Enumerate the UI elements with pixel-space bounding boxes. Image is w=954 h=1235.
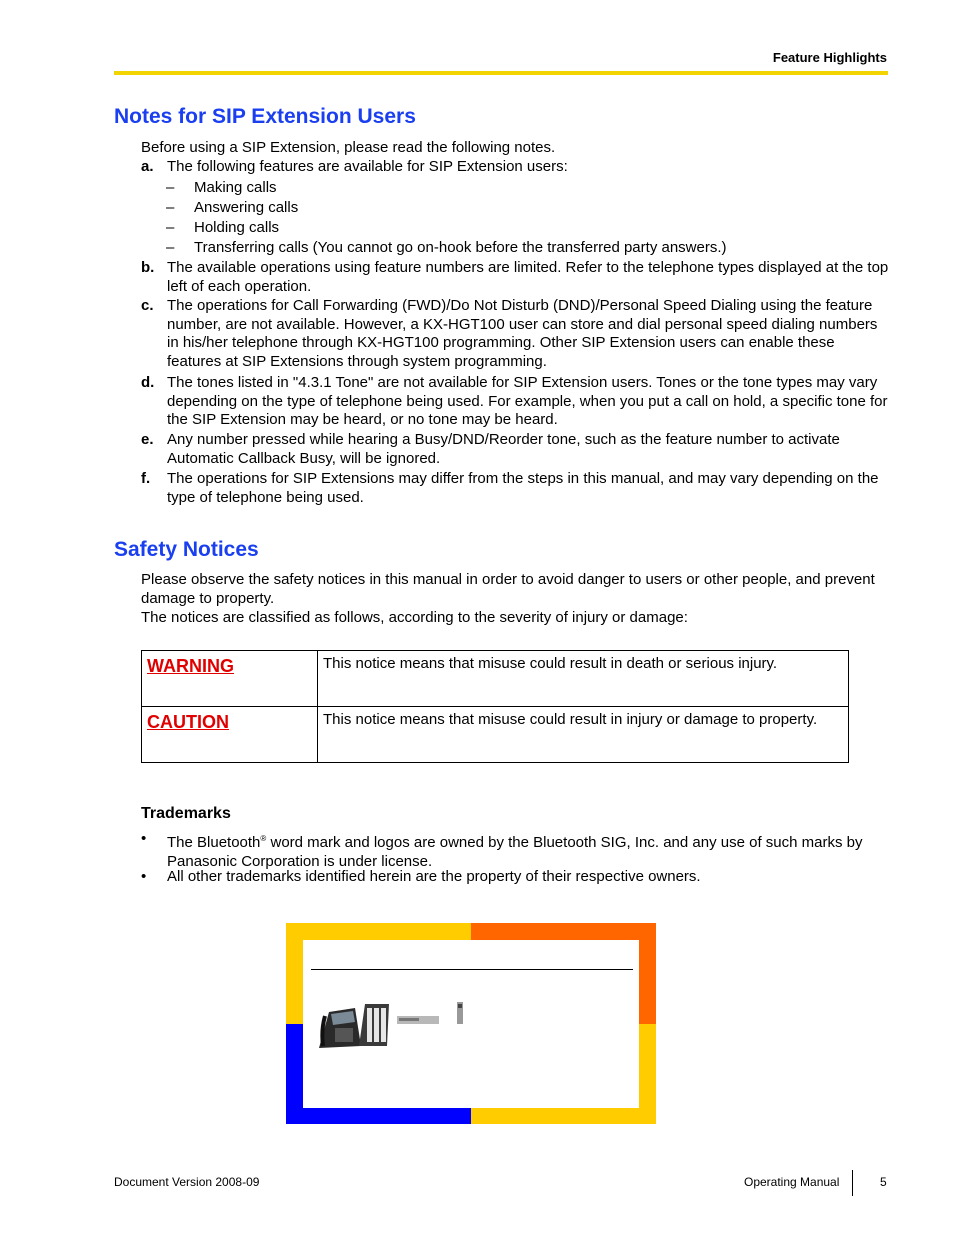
caution-description: This notice means that misuse could result in injury or damage to property. — [318, 707, 849, 763]
product-photo — [315, 988, 485, 1054]
dss-console-icon — [359, 1004, 389, 1046]
sub-item-text: Holding calls — [194, 219, 280, 236]
telephone-icon — [319, 1008, 361, 1048]
warning-description: This notice means that misuse could result in death or serious injury. — [318, 651, 849, 707]
list-marker: f. — [141, 470, 151, 487]
table-row — [142, 651, 849, 707]
footer-manual-name: Operating Manual — [744, 1175, 840, 1189]
dash-marker: – — [166, 219, 175, 236]
list-text: Any number pressed while hearing a Busy/DND/Reorder tone, such as the feature number to activate Automatic Callback Busy, will be ignored. — [167, 431, 840, 467]
list-item-d — [141, 374, 891, 430]
sub-item-text: Transferring calls (You cannot go on-hook before the transferred party answers.) — [194, 239, 727, 256]
notice-table — [141, 650, 849, 763]
sub-item — [166, 238, 727, 258]
list-marker: b. — [141, 259, 155, 276]
sub-item-text: Making calls — [194, 179, 277, 196]
safety-intro-2: The notices are classified as follows, according to the severity of injury or damage: — [141, 609, 688, 626]
list-text: The available operations using feature numbers are limited. Refer to the telephone types displayed at the top left of each operation. — [167, 259, 889, 295]
table-row — [142, 707, 849, 763]
list-item-e — [141, 431, 891, 468]
safety-intro: Please observe the safety notices in this manual in order to avoid danger to users or other people, and prevent damage to property. — [141, 571, 875, 607]
trademark-text-b: word mark and logos are owned by the Bluetooth SIG, Inc. and any use of such marks by Panasonic Corporation is under license. — [167, 834, 863, 870]
list-marker: a. — [141, 158, 154, 175]
list-text: The operations for Call Forwarding (FWD)/Do Not Disturb (DND)/Personal Speed Dialing using the feature number, are not available. However, a KX-HGT100 user can store and dial personal speed dialing numbers in his/her telephone through KX-HGT100 programming. Other SIP Extension users can enable these features at SIP Extensions through system programming. — [167, 297, 878, 370]
footer-doc-version: Document Version 2008-09 — [114, 1175, 260, 1189]
sub-item — [166, 178, 277, 198]
registered-mark: ® — [260, 834, 267, 843]
sub-item — [166, 198, 298, 218]
section-title-sip: Notes for SIP Extension Users — [114, 105, 416, 128]
bullet: • — [141, 830, 147, 847]
footer-divider — [852, 1170, 853, 1196]
sip-intro: Before using a SIP Extension, please read the following notes. — [141, 139, 556, 156]
page-number: 5 — [880, 1175, 887, 1189]
frame-inner — [303, 940, 639, 1108]
header-rule — [114, 71, 888, 75]
dash-marker: – — [166, 179, 175, 196]
bullet: • — [141, 868, 147, 885]
section-title-safety: Safety Notices — [114, 538, 259, 561]
list-text: The following features are available for SIP Extension users: — [167, 158, 568, 175]
list-item-c — [141, 297, 891, 371]
running-header: Feature Highlights — [772, 50, 887, 65]
trademark-item — [141, 830, 891, 871]
list-item-b — [141, 259, 891, 296]
list-item-a — [141, 158, 891, 177]
list-marker: d. — [141, 374, 155, 391]
caution-label: CAUTION — [142, 707, 318, 763]
list-marker: e. — [141, 431, 154, 448]
unit-icon — [397, 1002, 463, 1024]
frame-rule — [311, 969, 633, 970]
sub-item-text: Answering calls — [194, 199, 299, 216]
dash-marker: – — [166, 239, 175, 256]
trademark-text-a: The Bluetooth — [167, 834, 261, 851]
warning-label: WARNING — [142, 651, 318, 707]
sub-item — [166, 218, 279, 238]
trademark-item — [141, 868, 891, 887]
product-image-frame — [286, 923, 656, 1124]
trademark-text — [167, 830, 891, 871]
trademark-text: All other trademarks identified herein are the property of their respective owners. — [167, 868, 701, 885]
list-item-f — [141, 470, 891, 507]
dash-marker: – — [166, 199, 175, 216]
trademarks-heading: Trademarks — [141, 805, 231, 822]
list-marker: c. — [141, 297, 154, 314]
list-text: The operations for SIP Extensions may differ from the steps in this manual, and may vary depending on the type of telephone being used. — [167, 470, 879, 506]
list-text: The tones listed in "4.3.1 Tone" are not available for SIP Extension users. Tones or the tone types may vary depending on the type of telephone being used. For example, when you put a call on hold, a specific tone for the SIP Extension may be heard, or no tone may be heard. — [167, 374, 888, 429]
